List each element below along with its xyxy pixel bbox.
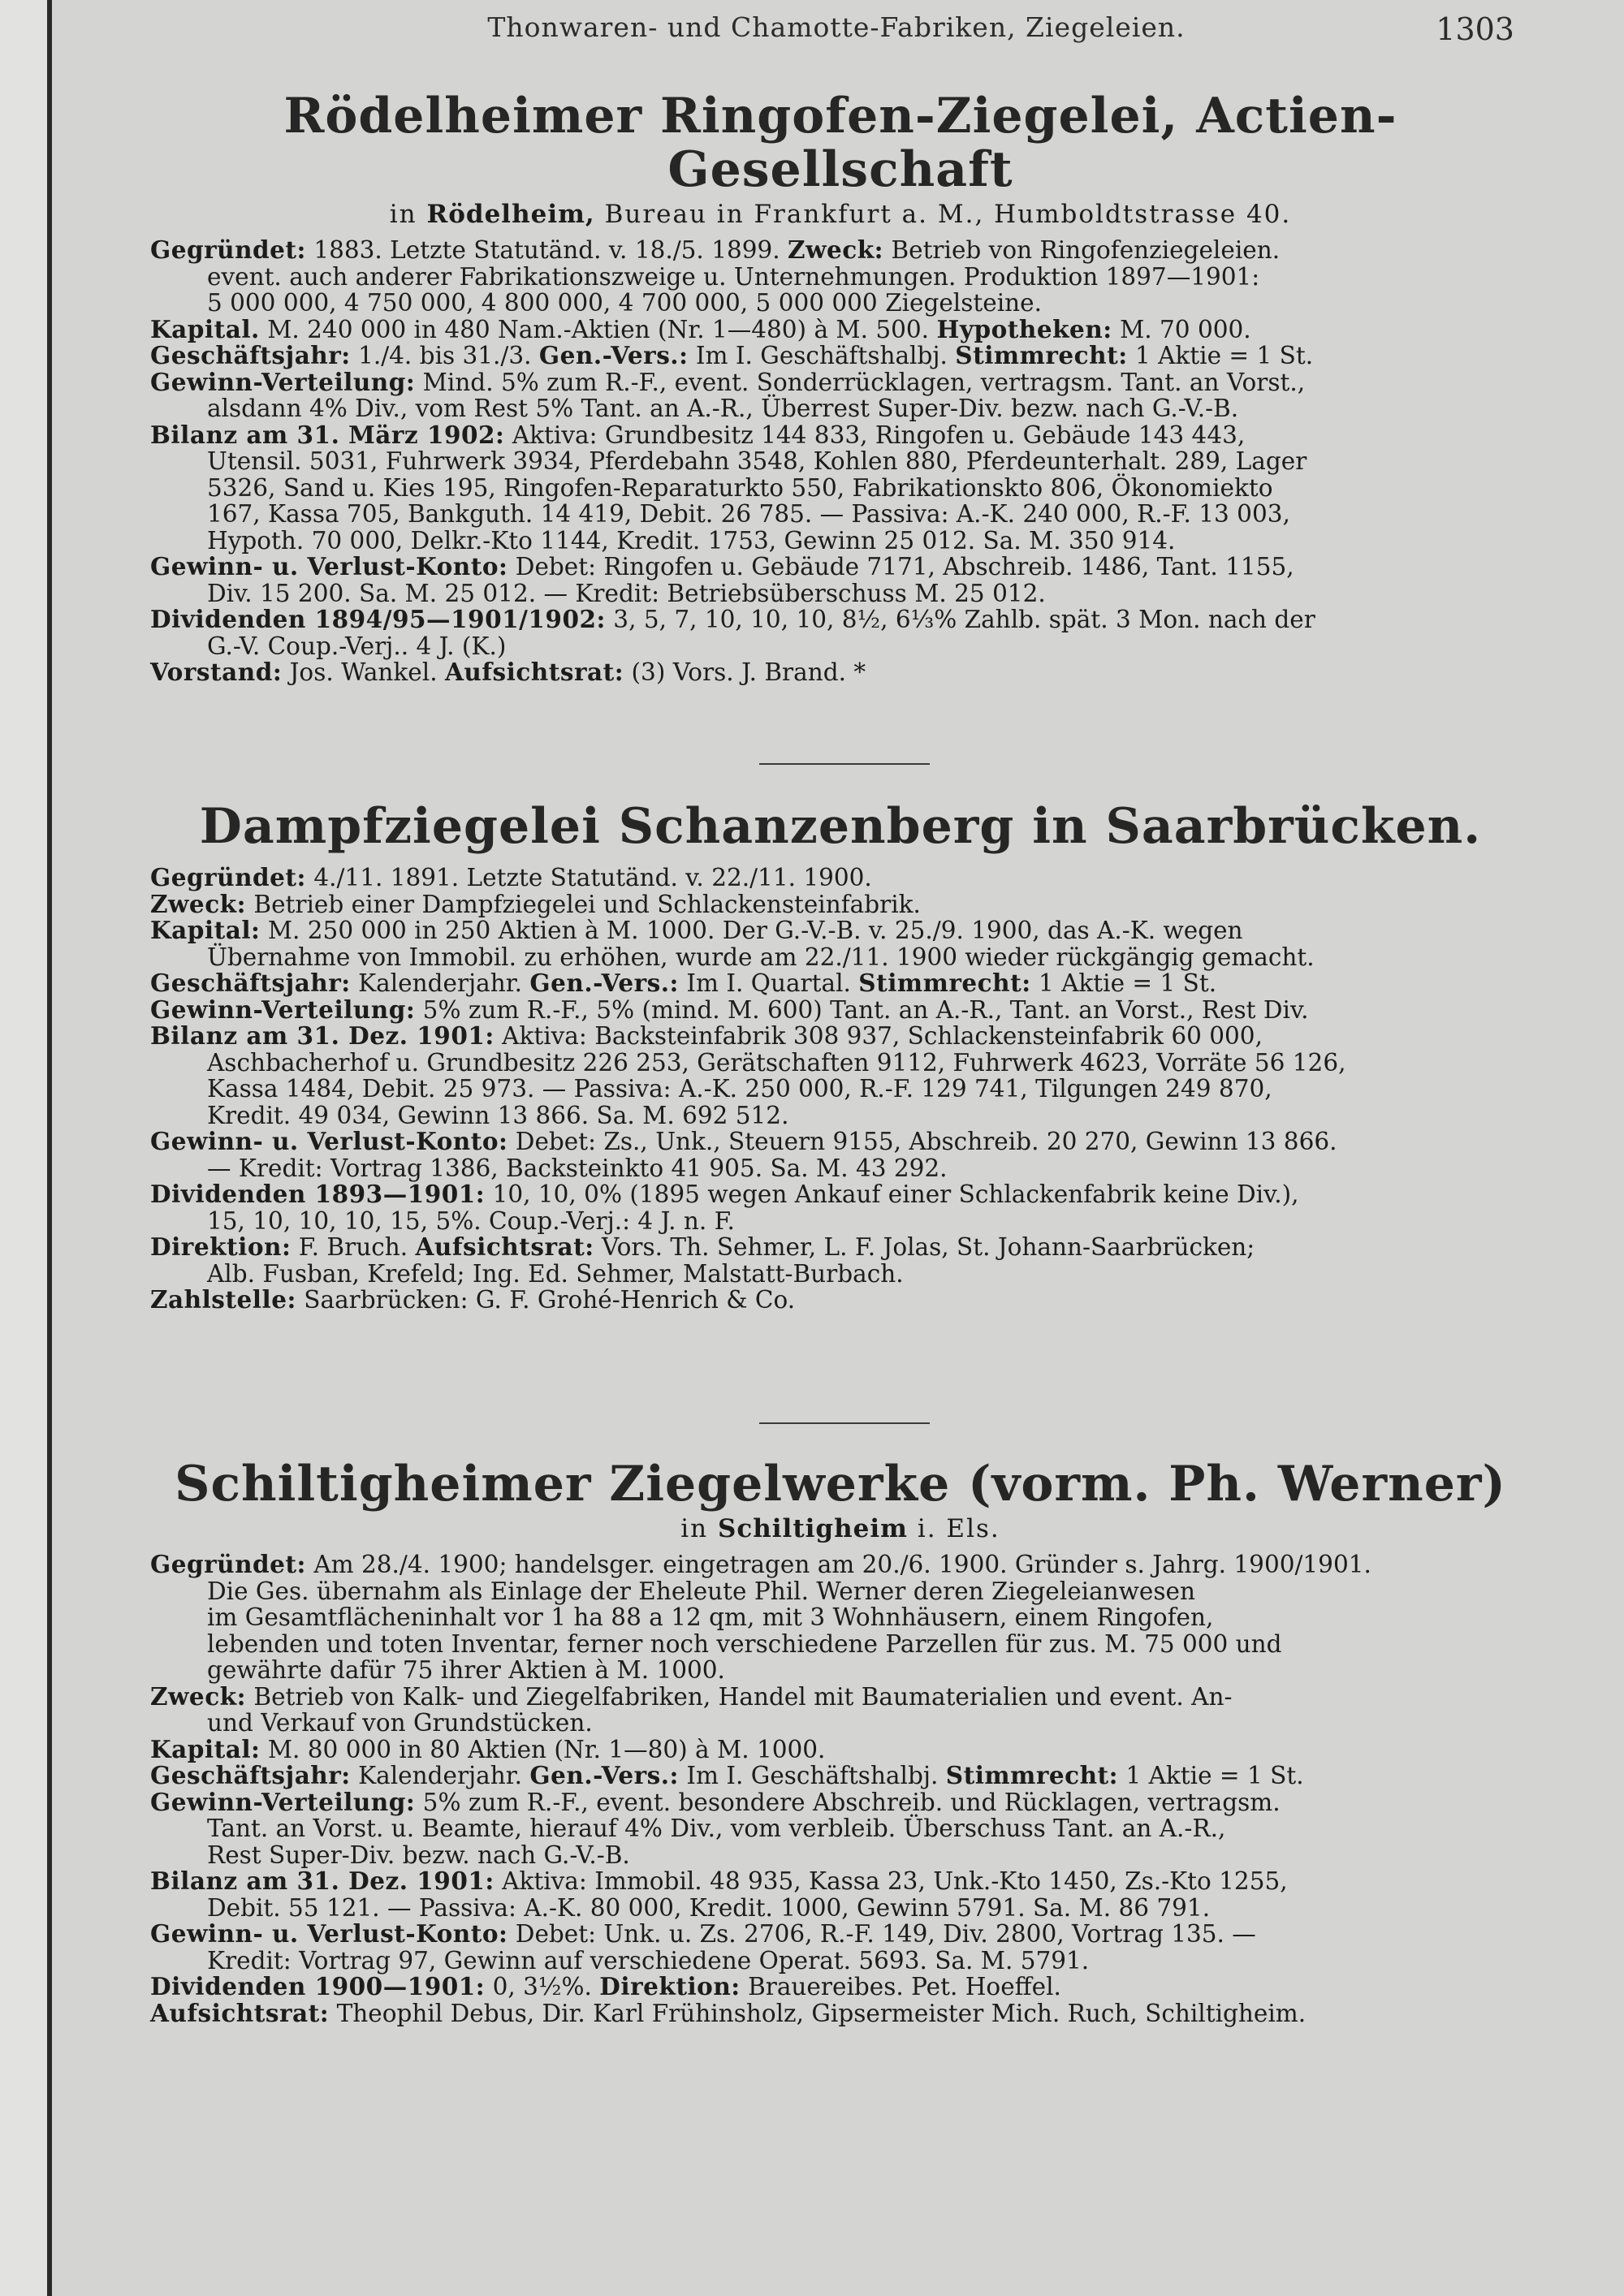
entry-paragraph — [150, 970, 1531, 997]
entry-paragraph — [150, 1789, 1531, 1869]
entry-label: Zweck: — [150, 889, 246, 918]
entry-text: M. 250 000 in 250 Aktien à M. 1000. Der G.-V.-B. v. 25./9. 1900, das A.-K. wegen — [267, 917, 1243, 944]
entry-label: Zweck: — [150, 1681, 246, 1711]
entry-continuation-line: und Verkauf von Grundstücken. — [207, 1709, 593, 1737]
section-divider — [759, 763, 930, 765]
location-prefix: in — [389, 200, 417, 229]
entry-paragraph — [150, 1129, 1531, 1181]
location-detail: i. Els. — [917, 1514, 1000, 1543]
entry-text: 1883. Letzte Statutänd. v. 18./5. 1899. — [313, 236, 780, 264]
entry-label: Dividenden 1893—1901: — [150, 1180, 486, 1208]
entry-text: 4./11. 1891. Letzte Statutänd. v. 22./11. 1900. — [313, 864, 872, 891]
entry-text: Jos. Wankel. — [289, 658, 438, 686]
entry-label: Geschäftsjahr: — [150, 341, 351, 369]
entry-continuation-line: gewährte dafür 75 ihrer Aktien à M. 1000. — [207, 1656, 725, 1684]
entry-text: Aktiva: Backsteinfabrik 308 937, Schlackensteinfabrik 60 000, — [502, 1022, 1263, 1050]
entry-label: Hypotheken: — [936, 314, 1112, 343]
location-prefix: in — [680, 1514, 709, 1543]
entry-paragraph — [150, 314, 1531, 343]
firm-location — [150, 1514, 1531, 1543]
entry-label: Stimmrecht: — [858, 969, 1031, 997]
entry-label: Gen.-Vers.: — [529, 1761, 679, 1789]
entry-label: Gegründet: — [150, 863, 306, 891]
entry-paragraph — [150, 1181, 1531, 1234]
entry-text: Im I. Geschäftshalbj. — [695, 342, 948, 369]
entry-continuation-line: im Gesamtflächeninhalt vor 1 ha 88 a 12 qm, mit 3 Wohnhäusern, einem Ringofen, — [207, 1603, 1214, 1631]
entry-continuation-line: Debit. 55 121. — Passiva: A.-K. 80 000, Kredit. 1000, Gewinn 5791. Sa. M. 86 791. — [207, 1893, 1211, 1922]
entry-paragraph — [150, 659, 1531, 686]
entry-text: Kalenderjahr. — [358, 969, 523, 997]
entry-paragraph — [150, 554, 1531, 606]
entry-text: 1 Aktie = 1 St. — [1125, 1762, 1304, 1789]
entry-continuation-line: Die Ges. übernahm als Einlage der Eheleute Phil. Werner deren Ziegeleianwesen — [207, 1577, 1195, 1605]
entry-label: Kapital. — [150, 314, 260, 343]
entry-text: Im I. Quartal. — [686, 969, 851, 997]
firm-entry-schanzenberg — [150, 800, 1531, 1314]
entry-label: Gen.-Vers.: — [538, 341, 689, 369]
entry-text: Betrieb von Kalk- und Ziegelfabriken, Handel mit Baumaterialien und event. An- — [253, 1682, 1233, 1711]
entry-label: Zweck: — [788, 235, 884, 264]
firm-title: Dampfziegelei Schanzenberg in Saarbrücken. — [199, 798, 1482, 855]
entry-label: Vorstand: — [150, 658, 283, 686]
entry-list — [150, 865, 1531, 1314]
entry-text: 5% zum R.-F., 5% (mind. M. 600) Tant. an A.-R., Tant. an Vorst., Rest Div. — [422, 995, 1309, 1024]
entry-continuation-line: lebenden und toten Inventar, ferner noch verschiedene Parzellen für zus. M. 75 000 und — [207, 1629, 1282, 1658]
entry-text: Theophil Debus, Dir. Karl Frühinsholz, Gipsermeister Mich. Ruch, Schiltigheim. — [336, 1999, 1307, 2027]
page-number: 1303 — [1436, 11, 1514, 47]
entry-continuation-line: Aschbacherhof u. Grundbesitz 226 253, Gerätschaften 9112, Fuhrwerk 4623, Vorräte 56 126, — [207, 1048, 1346, 1077]
location-place: Schiltigheim — [717, 1514, 908, 1543]
entry-paragraph — [150, 343, 1531, 369]
entry-text: Saarbrücken: G. F. Grohé-Henrich & Co. — [304, 1286, 796, 1314]
entry-continuation-line: 5326, Sand u. Kies 195, Ringofen-Reparaturkto 550, Fabrikationskto 806, Ökonomiekto — [207, 473, 1273, 502]
entry-label: Geschäftsjahr: — [150, 969, 351, 997]
entry-text: Kalenderjahr. — [358, 1762, 523, 1789]
entry-paragraph — [150, 865, 1531, 891]
entry-label: Gegründet: — [150, 235, 306, 264]
entry-paragraph — [150, 1552, 1531, 1684]
entry-label: Gewinn- u. Verlust-Konto: — [150, 552, 508, 580]
entry-text: M. 70 000. — [1120, 315, 1251, 343]
entry-continuation-line: Kredit. 49 034, Gewinn 13 866. Sa. M. 692 512. — [207, 1101, 789, 1129]
entry-continuation-line: 5 000 000, 4 750 000, 4 800 000, 4 700 000, 5 000 000 Ziegelsteine. — [207, 289, 1042, 317]
entry-paragraph — [150, 1921, 1531, 1974]
entry-text: Debet: Unk. u. Zs. 2706, R.-F. 149, Div. 2800, Vortrag 135. — — [515, 1920, 1256, 1948]
entry-text: 10, 10, 0% (1895 wegen Ankauf einer Schlackenfabrik keine Div.), — [492, 1180, 1299, 1208]
entry-paragraph — [150, 1681, 1531, 1737]
entry-continuation-line: Hypoth. 70 000, Delkr.-Kto 1144, Kredit. 1753, Gewinn 25 012. Sa. M. 350 914. — [207, 526, 1176, 555]
binding-edge — [47, 0, 52, 2296]
entry-paragraph — [150, 891, 1531, 918]
entry-label: Dividenden 1900—1901: — [150, 1972, 486, 2000]
entry-continuation-line: — Kredit: Vortrag 1386, Backsteinkto 41 905. Sa. M. 43 292. — [207, 1154, 948, 1182]
section-divider — [759, 1422, 930, 1424]
firm-location — [150, 200, 1531, 229]
entry-label: Gen.-Vers.: — [529, 969, 679, 997]
entry-label: Dividenden 1894/95—1901/1902: — [150, 605, 606, 633]
entry-label: Zahlstelle: — [150, 1285, 296, 1314]
entry-paragraph — [150, 422, 1531, 555]
entry-continuation-line: 167, Kassa 705, Bankguth. 14 419, Debit. 26 785. — Passiva: A.-K. 240 000, R.-F. 13 003, — [207, 500, 1290, 528]
entry-label: Geschäftsjahr: — [150, 1761, 351, 1789]
entry-text: Debet: Zs., Unk., Steuern 9155, Abschreib. 20 270, Gewinn 13 866. — [515, 1128, 1337, 1155]
entry-label: Direktion: — [150, 1232, 292, 1261]
entry-paragraph — [150, 1763, 1531, 1789]
entry-label: Aufsichtsrat: — [415, 1232, 594, 1261]
entry-text: M. 240 000 in 480 Nam.-Aktien (Nr. 1—480) à M. 500. — [267, 315, 930, 343]
entry-continuation-line: Div. 15 200. Sa. M. 25 012. — Kredit: Betriebsüberschuss M. 25 012. — [207, 579, 1046, 607]
entry-paragraph — [150, 2000, 1531, 2027]
entry-label: Bilanz am 31. März 1902: — [150, 420, 505, 449]
entry-paragraph — [150, 606, 1531, 659]
entry-label: Kapital: — [150, 916, 261, 944]
entry-paragraph — [150, 997, 1531, 1024]
entry-paragraph — [150, 1234, 1531, 1287]
entry-label: Gegründet: — [150, 1550, 306, 1578]
entry-continuation-line: Kassa 1484, Debit. 25 973. — Passiva: A.-K. 250 000, R.-F. 129 741, Tilgungen 249 870, — [207, 1075, 1272, 1103]
entry-continuation-line: alsdann 4% Div., vom Rest 5% Tant. an A.-R., Überrest Super-Div. bezw. nach G.-V.-B. — [207, 395, 1239, 422]
entry-paragraph — [150, 237, 1531, 317]
entry-list — [150, 237, 1531, 686]
entry-text: M. 80 000 in 80 Aktien (Nr. 1—80) à M. 1000. — [267, 1735, 826, 1763]
entry-text: Mind. 5% zum R.-F., event. Sonderrücklagen, vertragsm. Tant. an Vorst., — [422, 368, 1306, 396]
entry-text: Im I. Geschäftshalbj. — [686, 1762, 939, 1789]
entry-text: Brauereibes. Pet. Hoeffel. — [748, 1973, 1061, 2000]
entry-continuation-line: G.-V. Coup.-Verj.. 4 J. (K.) — [207, 632, 507, 660]
entry-label: Aufsichtsrat: — [444, 658, 624, 686]
entry-text: Debet: Ringofen u. Gebäude 7171, Abschreib. 1486, Tant. 1155, — [515, 553, 1294, 580]
firm-entry-roedelheim — [150, 89, 1531, 686]
entry-label: Bilanz am 31. Dez. 1901: — [150, 1867, 495, 1895]
entry-continuation-line: Rest Super-Div. bezw. nach G.-V.-B. — [207, 1841, 630, 1869]
entry-label: Aufsichtsrat: — [150, 1998, 330, 2027]
entry-paragraph — [150, 1974, 1531, 2000]
entry-text: 0, 3½%. — [492, 1973, 592, 2000]
entry-text: 1./4. bis 31./3. — [358, 342, 532, 369]
location-detail: Bureau in Frankfurt a. M., Humboldtstrasse 40. — [604, 200, 1292, 229]
entry-text: Aktiva: Grundbesitz 144 833, Ringofen u. Gebäude 143 443, — [512, 421, 1246, 449]
entry-text: Betrieb einer Dampfziegelei und Schlackensteinfabrik. — [253, 890, 921, 918]
entry-list — [150, 1552, 1531, 2026]
entry-continuation-line: 15, 10, 10, 10, 15, 5%. Coup.-Verj.: 4 J. n. F. — [207, 1206, 735, 1235]
entry-label: Kapital: — [150, 1734, 261, 1763]
entry-continuation-line: Übernahme von Immobil. zu erhöhen, wurde am 22./11. 1900 wieder rückgängig gemacht. — [207, 943, 1315, 971]
entry-continuation-line: Alb. Fusban, Krefeld; Ing. Ed. Sehmer, Malstatt-Burbach. — [207, 1259, 904, 1288]
entry-text: 1 Aktie = 1 St. — [1134, 342, 1314, 369]
entry-paragraph — [150, 917, 1531, 970]
entry-label: Stimmrecht: — [945, 1761, 1119, 1789]
entry-paragraph — [150, 369, 1531, 422]
entry-label: Gewinn-Verteilung: — [150, 1787, 416, 1816]
entry-text: Am 28./4. 1900; handelsger. eingetragen am 20./6. 1900. Gründer s. Jahrg. 1900/1901. — [313, 1551, 1371, 1578]
location-place: Rödelheim, — [426, 200, 595, 229]
entry-continuation-line: Utensil. 5031, Fuhrwerk 3934, Pferdebahn 3548, Kohlen 880, Pferdeunterhalt. 289, Lager — [207, 447, 1307, 475]
entry-continuation-line: Kredit: Vortrag 97, Gewinn auf verschiedene Operat. 5693. Sa. M. 5791. — [207, 1946, 1090, 1974]
running-header: Thonwaren- und Chamotte-Fabriken, Ziegeleien. — [487, 11, 1186, 43]
entry-paragraph — [150, 1287, 1531, 1314]
binding-margin — [0, 0, 47, 2296]
entry-text: Vors. Th. Sehmer, L. F. Jolas, St. Johann-Saarbrücken; — [602, 1233, 1255, 1261]
entry-label: Stimmrecht: — [955, 341, 1128, 369]
entry-label: Direktion: — [599, 1972, 741, 2000]
entry-continuation-line: event. auch anderer Fabrikationszweige u. Unternehmungen. Produktion 1897—1901: — [207, 262, 1260, 291]
entry-label: Bilanz am 31. Dez. 1901: — [150, 1021, 495, 1050]
firm-entry-schiltigheim — [150, 1457, 1531, 2026]
entry-label: Gewinn-Verteilung: — [150, 367, 416, 396]
entry-text: F. Bruch. — [298, 1233, 408, 1261]
entry-text: 3, 5, 7, 10, 10, 10, 8½, 6⅓% Zahlb. spät. 3 Mon. nach der — [613, 606, 1315, 633]
entry-continuation-line: Tant. an Vorst. u. Beamte, hierauf 4% Div., vom verbleib. Überschuss Tant. an A.-R., — [207, 1815, 1226, 1842]
entry-paragraph — [150, 1868, 1531, 1921]
entry-paragraph — [150, 1734, 1531, 1763]
entry-paragraph — [150, 1023, 1531, 1129]
firm-title: Schiltigheimer Ziegelwerke (vorm. Ph. Werner) — [175, 1456, 1506, 1513]
entry-label: Gewinn-Verteilung: — [150, 995, 416, 1024]
entry-label: Gewinn- u. Verlust-Konto: — [150, 1127, 508, 1155]
firm-title: Rödelheimer Ringofen-Ziegelei, Actien-Gesellschaft — [283, 88, 1397, 198]
entry-text: 5% zum R.-F., event. besondere Abschreib. und Rücklagen, vertragsm. — [422, 1788, 1281, 1816]
entry-text: Betrieb von Ringofenziegeleien. — [891, 236, 1281, 264]
entry-label: Gewinn- u. Verlust-Konto: — [150, 1919, 508, 1948]
entry-text: 1 Aktie = 1 St. — [1038, 969, 1217, 997]
entry-text: Aktiva: Immobil. 48 935, Kassa 23, Unk.-Kto 1450, Zs.-Kto 1255, — [502, 1867, 1288, 1895]
entry-text: (3) Vors. J. Brand. * — [631, 658, 866, 686]
